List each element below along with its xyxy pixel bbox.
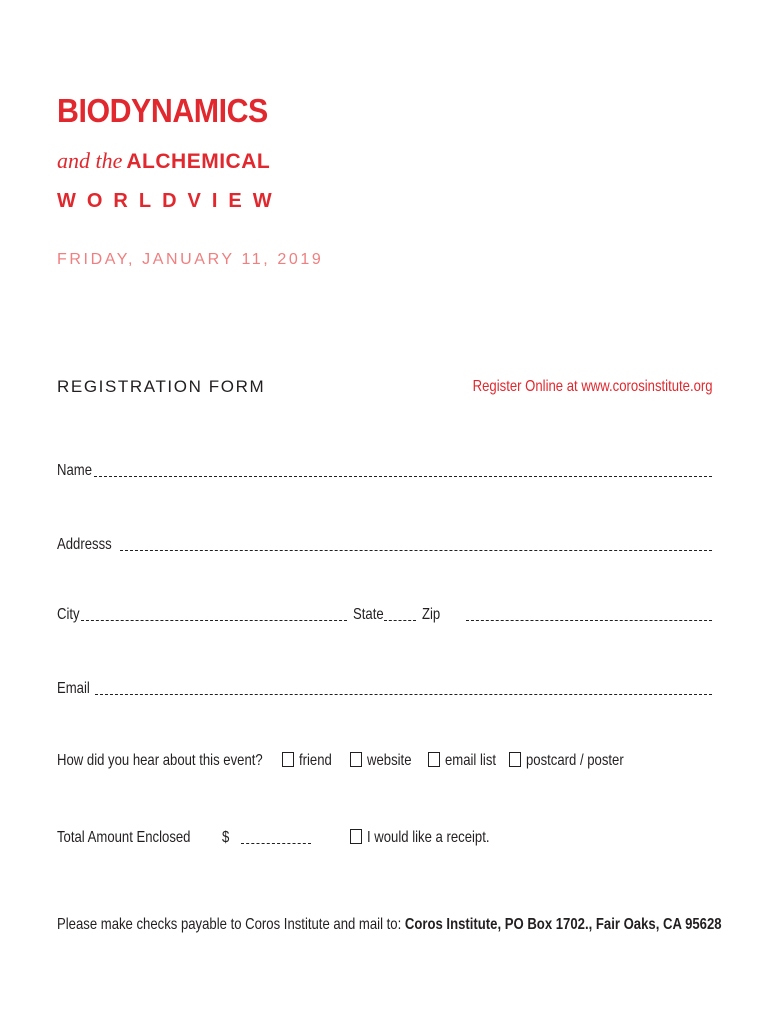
option-website-label: website	[367, 752, 412, 769]
city-label: City	[57, 606, 80, 623]
instructions-text: Please make checks payable to Coros Institute and mail to:	[57, 916, 402, 933]
email-label: Email	[57, 680, 90, 697]
address-label: Addresss	[57, 536, 112, 553]
name-label: Name	[57, 462, 93, 479]
total-amount	[57, 829, 220, 847]
amount-field[interactable]	[222, 829, 311, 847]
receipt-label: I would like a receipt.	[367, 829, 490, 846]
mailing-instructions	[57, 916, 722, 934]
title-biodynamics: BIODYNAMICS	[57, 92, 268, 129]
zip-line[interactable]	[466, 619, 712, 621]
name-field[interactable]	[57, 462, 712, 480]
checkbox-postcard-poster[interactable]	[509, 752, 521, 767]
address-line[interactable]	[120, 549, 712, 551]
title-alchemical	[57, 148, 270, 174]
mailing-address: Coros Institute, PO Box 1702., Fair Oaks, CA 95628	[404, 916, 722, 933]
hear-label: How did you hear about this event?	[57, 752, 263, 769]
zip-label: Zip	[421, 606, 441, 623]
amount-line[interactable]	[241, 842, 311, 844]
option-email-list-label: email list	[445, 752, 497, 769]
title-alchemical-word: ALCHEMICAL	[126, 150, 271, 173]
registration-form-title: REGISTRATION FORM	[57, 377, 266, 396]
email-line[interactable]	[95, 693, 712, 695]
title-and-the: and the	[57, 148, 123, 173]
option-postcard-poster-label: postcard / poster	[526, 752, 624, 769]
state-label: State	[352, 606, 384, 623]
option-friend[interactable]	[282, 752, 339, 770]
title-worldview: WORLDVIEW	[57, 190, 283, 212]
register-online-link[interactable]: Register Online at www.corosinstitute.org	[473, 378, 713, 395]
option-friend-label: friend	[299, 752, 332, 769]
address-field[interactable]	[57, 536, 712, 554]
name-line[interactable]	[94, 475, 712, 477]
email-field[interactable]	[57, 680, 712, 698]
hear-question	[57, 752, 308, 770]
total-label: Total Amount Enclosed	[57, 829, 191, 846]
city-line[interactable]	[81, 619, 347, 621]
receipt-option[interactable]	[350, 829, 516, 847]
checkbox-friend[interactable]	[282, 752, 294, 767]
city-state-zip-field	[57, 606, 712, 624]
option-website[interactable]	[350, 752, 421, 770]
event-date: FRIDAY, JANUARY 11, 2019	[57, 251, 324, 268]
currency-symbol: $	[222, 829, 230, 846]
option-postcard-poster[interactable]	[509, 752, 645, 770]
checkbox-email-list[interactable]	[428, 752, 440, 767]
checkbox-receipt[interactable]	[350, 829, 362, 844]
state-line[interactable]	[384, 619, 416, 621]
option-email-list[interactable]	[428, 752, 507, 770]
checkbox-website[interactable]	[350, 752, 362, 767]
